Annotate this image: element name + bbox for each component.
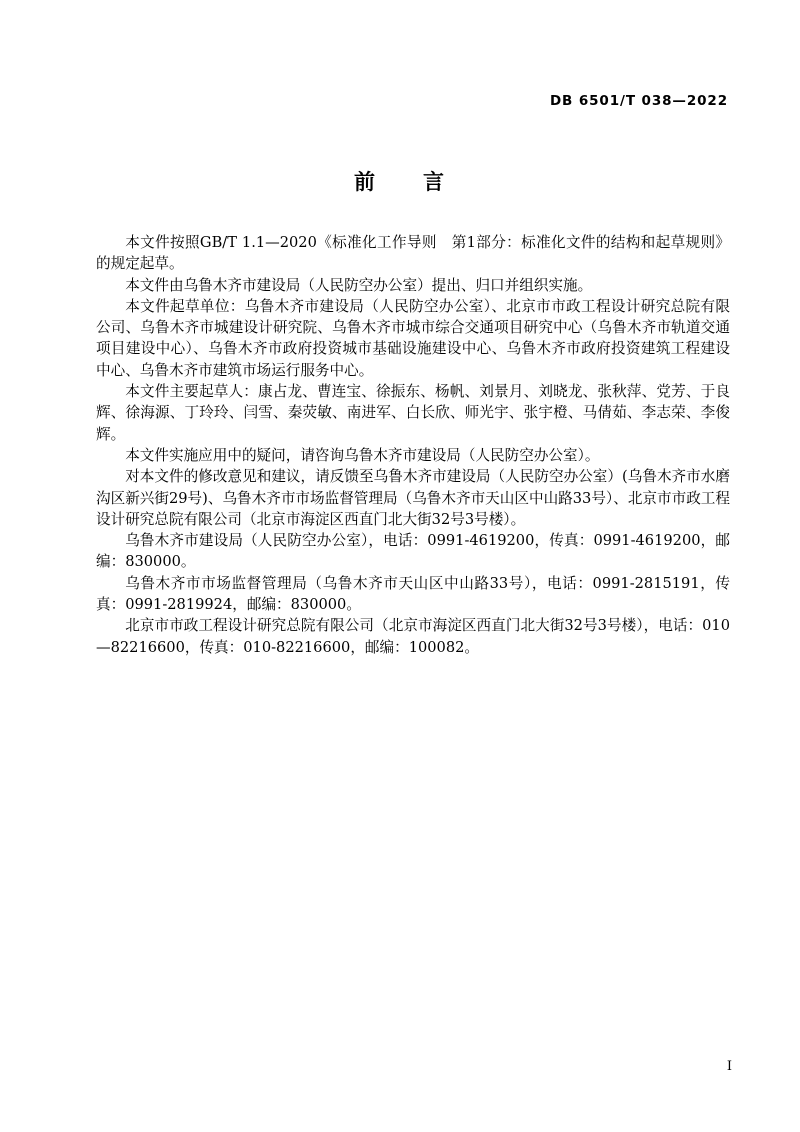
page-number: I [726, 1059, 732, 1074]
standard-number-header: DB 6501/T 038—2022 [549, 93, 728, 109]
paragraph: 乌鲁木齐市市场监督管理局（乌鲁木齐市天山区中山路33号），电话：0991-2815191，传真：0991-2819924，邮编：830000。 [96, 574, 730, 614]
paragraph: 北京市市政工程设计研究总院有限公司（北京市海淀区西直门北大街32号3号楼），电话：010—82216600，传真：010-82216600，邮编：100082。 [96, 617, 730, 656]
paragraph: 乌鲁木齐市建设局（人民防空办公室），电话：0991-4619200，传真：0991-4619200，邮编：830000。 [96, 532, 730, 571]
paragraph: 本文件实施应用中的疑问，请咨询乌鲁木齐市建设局（人民防空办公室）。 [125, 446, 600, 464]
paragraph: 本文件按照GB/T 1.1—2020《标准化工作导则 第1部分：标准化文件的结构和起草规则》的规定起草。 [96, 234, 730, 273]
page-title: 前 言 [354, 170, 446, 194]
paragraph: 本文件由乌鲁木齐市建设局（人民防空办公室）提出、归口并组织实施。 [125, 276, 593, 294]
paragraph: 本文件起草单位：乌鲁木齐市建设局（人民防空办公室）、北京市市政工程设计研究总院有限公司、乌鲁木齐市城建设计研究院、乌鲁木齐市城市综合交通项目研究中心（乌鲁木齐市轨道交通项目建设中心）、乌鲁木齐市政府投资城市基础设施建设中心、乌鲁木齐市政府投资建筑工程建设中心、乌鲁木齐市建筑市场运行服务中心。 [96, 297, 730, 379]
foreword-body [96, 232, 730, 658]
paragraph: 本文件主要起草人：康占龙、曹连宝、徐振东、杨帆、刘景月、刘晓龙、张秋萍、党芳、于良辉、徐海源、丁玲玲、闫雪、秦荧敏、南进军、白长欣、师光宇、张宇橙、马倩茹、李志荣、李俊辉。 [96, 383, 730, 443]
paragraph: 对本文件的修改意见和建议，请反馈至乌鲁木齐市建设局（人民防空办公室）(乌鲁木齐市水磨沟区新兴街29号)、乌鲁木齐市市场监督管理局（乌鲁木齐市天山区中山路33号）、北京市市政工程设计研究总院有限公司（北京市海淀区西直门北大街32号3号楼）。 [96, 468, 730, 528]
